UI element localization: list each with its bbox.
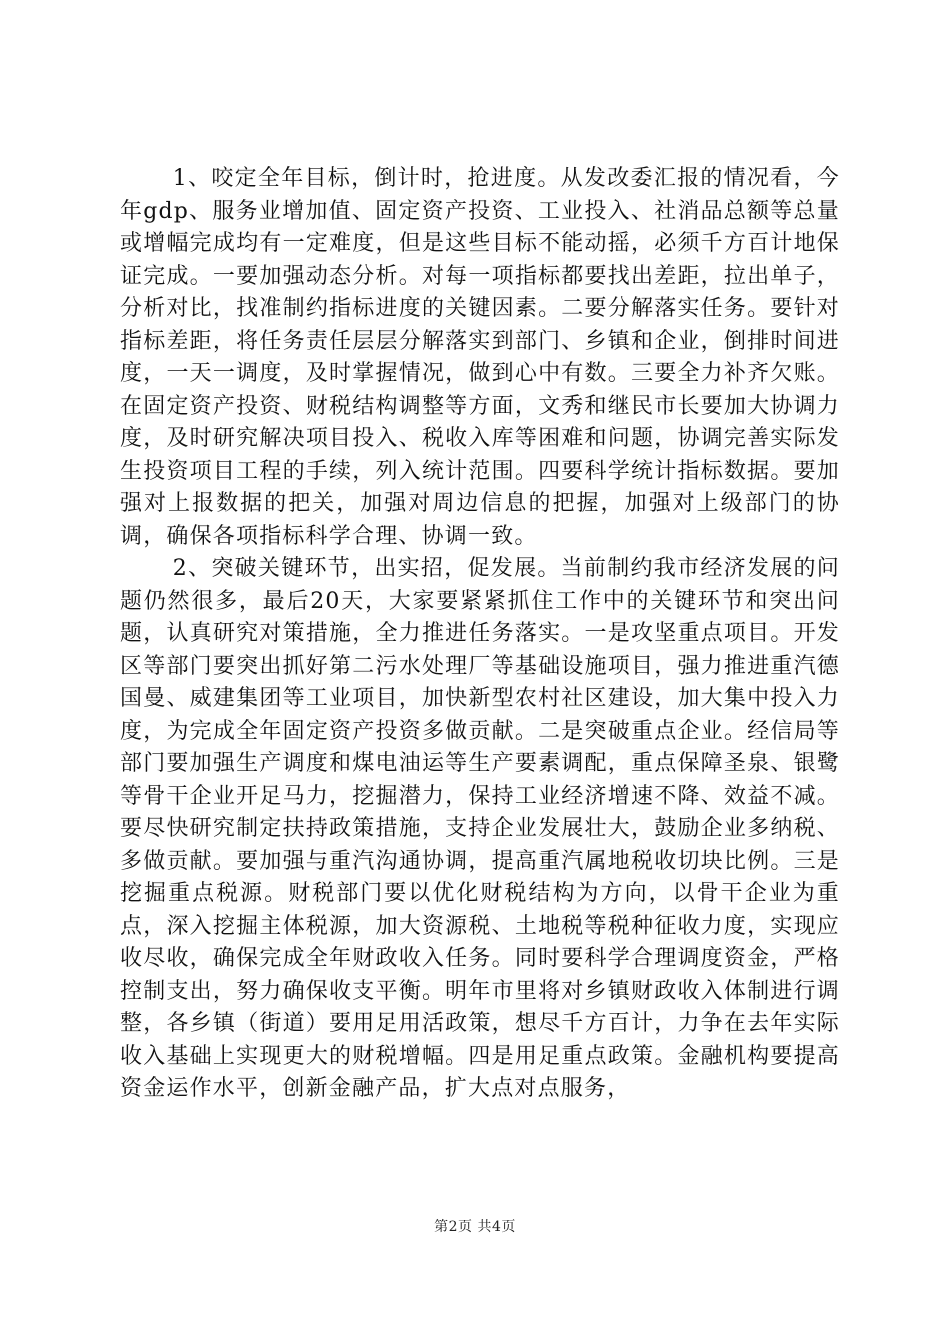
paragraph-2: 2、突破关键环节，出实招，促发展。当前制约我市经济发展的问题仍然很多，最后20天，大家要紧紧抓住工作中的关键环节和突出问题，认真研究对策措施，全力推进任务落实。一是攻坚重点项目。开发区等部门要突出抓好第二污水处理厂等基础设施项目，强力推进重汽德国曼、威建集团等工业项目，加快新型农村社区建设，加大集中投入力度，为完成全年固定资产投资多做贡献。二是突破重点企业。经信局等部门要加强生产调度和煤电油运等生产要素调配，重点保障圣泉、银鹭等骨干企业开足马力，挖掘潜力，保持工业经济增速不降、效益不减。要尽快研究制定扶持政策措施，支持企业发展壮大，鼓励企业多纳税、多做贡献。要加强与重汽沟通协调，提高重汽属地税收切块比例。三是挖掘重点税源。财税部门要以优化财税结构为方向，以骨干企业为重点，深入挖掘主体税源，加大资源税、土地税等税种征收力度，实现应收尽收，确保完成全年财政收入任务。同时要科学合理调度资金，严格控制支出，努力确保收支平衡。明年市里将对乡镇财政收入体制进行调整，各乡镇（街道）要用足用活政策，想尽千方百计，力争在去年实际收入基础上实现更大的财税增幅。四是用足重点政策。金融机构要提高资金运作水平，创新金融产品，扩大点对点服务， <box>120 556 840 1101</box>
paragraph-1: 1、咬定全年目标，倒计时，抢进度。从发改委汇报的情况看，今年gdp、服务业增加值、固定资产投资、工业投入、社消品总额等总量或增幅完成均有一定难度，但是这些目标不能动摇，必须千方百计地保证完成。一要加强动态分析。对每一项指标都要找出差距，拉出单子，分析对比，找准制约指标进度的关键因素。二要分解落实任务。要针对指标差距，将任务责任层层分解落实到部门、乡镇和企业，倒排时间进度，一天一调度，及时掌握情况，做到心中有数。三要全力补齐欠账。在固定资产投资、财税结构调整等方面，文秀和继民市长要加大协调力度，及时研究解决项目投入、税收入库等困难和问题，协调完善实际发生投资项目工程的手续，列入统计范围。四要科学统计指标数据。要加强对上报数据的把关，加强对周边信息的把握，加强对上级部门的协调，确保各项指标科学合理、协调一致。 <box>120 166 840 549</box>
page-footer <box>0 1216 950 1236</box>
page-number-label: 第2页 共4页 <box>434 1219 516 1235</box>
document-body <box>120 163 840 1106</box>
